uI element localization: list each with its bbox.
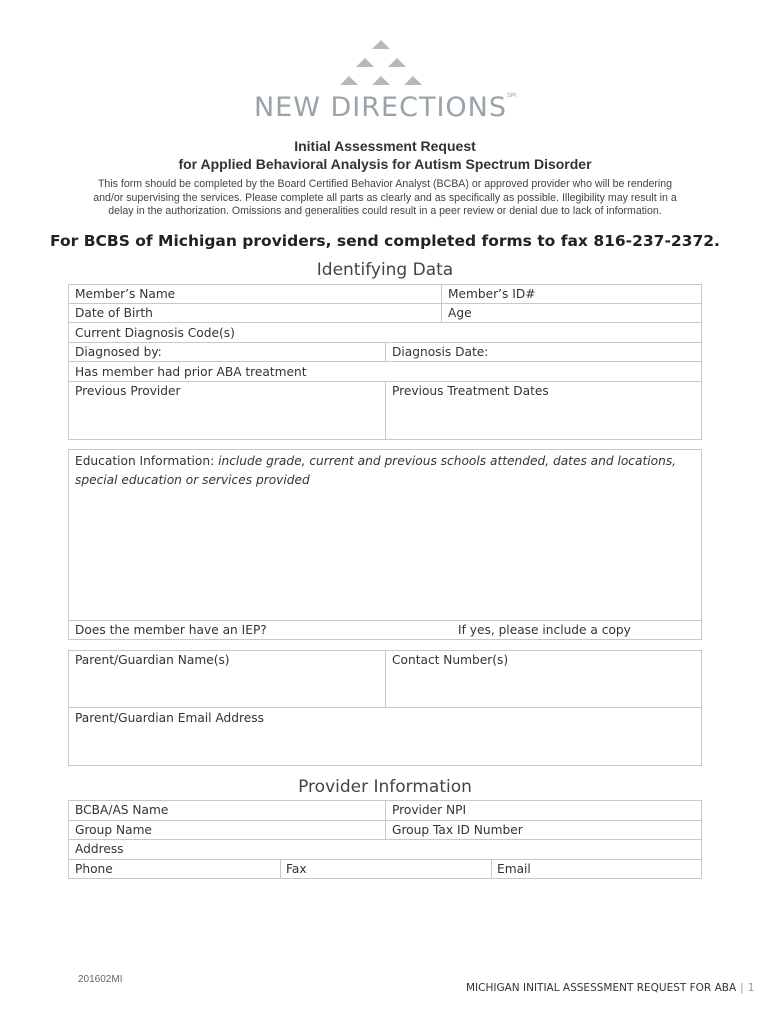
education-information: [75, 452, 690, 489]
form-subtitle: for Applied Behavioral Analysis for Autism Spectrum Disorder: [178, 156, 592, 172]
provider-npi-label: Provider NPI: [392, 803, 467, 817]
bcba-name-label: BCBA/AS Name: [75, 803, 169, 817]
new-directions-logo-mark-icon: [0, 38, 770, 94]
logo-wordmark: [0, 92, 770, 123]
instructions-line-2: and/or supervising the services. Please complete all parts as clearly and as specifically as possible. Illegibility may result in a: [93, 191, 677, 204]
group-tax-id-label: Group Tax ID Number: [392, 823, 523, 837]
phone-label: Phone: [75, 862, 113, 876]
row-divider: [68, 620, 702, 621]
column-divider: [280, 859, 281, 879]
page-number: 1: [747, 982, 755, 994]
education-label: Education Information:: [75, 454, 215, 468]
logo-chevron-right-mid: [388, 58, 406, 67]
guardian-names-label: Parent/Guardian Name(s): [75, 653, 230, 667]
date-of-birth-label: Date of Birth: [75, 306, 153, 320]
row-divider: [68, 322, 702, 323]
column-divider: [491, 859, 492, 879]
logo-service-mark: SM: [507, 92, 516, 99]
form-title: Initial Assessment Request: [294, 138, 476, 154]
logo-chevron-left-mid: [356, 58, 374, 67]
guardian-email-label: Parent/Guardian Email Address: [75, 711, 264, 725]
provider-information-heading: Provider Information: [298, 777, 472, 797]
previous-provider-label: Previous Provider: [75, 384, 181, 398]
footer-title: MICHIGAN INITIAL ASSESSMENT REQUEST FOR ABA: [466, 982, 737, 994]
logo-name: NEW DIRECTIONS: [253, 92, 507, 123]
column-divider: [385, 800, 386, 840]
form-code: 201602MI: [78, 974, 123, 985]
fax-instruction: For BCBS of Michigan providers, send completed forms to fax 816-237-2372.: [50, 232, 720, 250]
diagnosis-codes-label: Current Diagnosis Code(s): [75, 326, 235, 340]
column-divider: [385, 381, 386, 440]
column-divider: [385, 342, 386, 362]
prior-aba-label: Has member had prior ABA treatment: [75, 365, 307, 379]
column-divider: [385, 650, 386, 708]
footer-separator: |: [740, 982, 744, 994]
logo-chevron-top: [372, 40, 390, 49]
diagnosis-date-label: Diagnosis Date:: [392, 345, 489, 359]
identifying-data-heading: Identifying Data: [316, 260, 454, 280]
row-divider: [68, 303, 702, 304]
members-id-label: Member’s ID#: [448, 287, 536, 301]
contact-numbers-label: Contact Number(s): [392, 653, 509, 667]
row-divider: [68, 859, 702, 860]
address-label: Address: [75, 842, 124, 856]
logo-chevron-center-low: [372, 76, 390, 85]
logo-chevron-left-low: [340, 76, 358, 85]
page-footer: [466, 982, 754, 994]
logo-chevron-right-low: [404, 76, 422, 85]
education-hint: include grade, current and previous schools attended, dates and locations, special education or services provided: [75, 454, 677, 487]
instructions-line-3: delay in the authorization. Omissions and generalities could result in a peer review or denial due to lack of information.: [108, 205, 662, 217]
form-instructions: [70, 178, 700, 219]
age-label: Age: [448, 306, 472, 320]
members-name-label: Member’s Name: [75, 287, 176, 301]
previous-treatment-dates-label: Previous Treatment Dates: [392, 384, 549, 398]
column-divider: [441, 284, 442, 323]
email-label: Email: [497, 862, 531, 876]
instructions-line-1: This form should be completed by the Board Certified Behavior Analyst (BCBA) or approved provider who will be rendering: [97, 178, 673, 190]
iep-question: Does the member have an IEP?: [75, 623, 267, 637]
iep-note: If yes, please include a copy: [458, 623, 631, 637]
fax-label: Fax: [286, 862, 307, 876]
group-name-label: Group Name: [75, 823, 152, 837]
diagnosed-by-label: Diagnosed by:: [75, 345, 162, 359]
